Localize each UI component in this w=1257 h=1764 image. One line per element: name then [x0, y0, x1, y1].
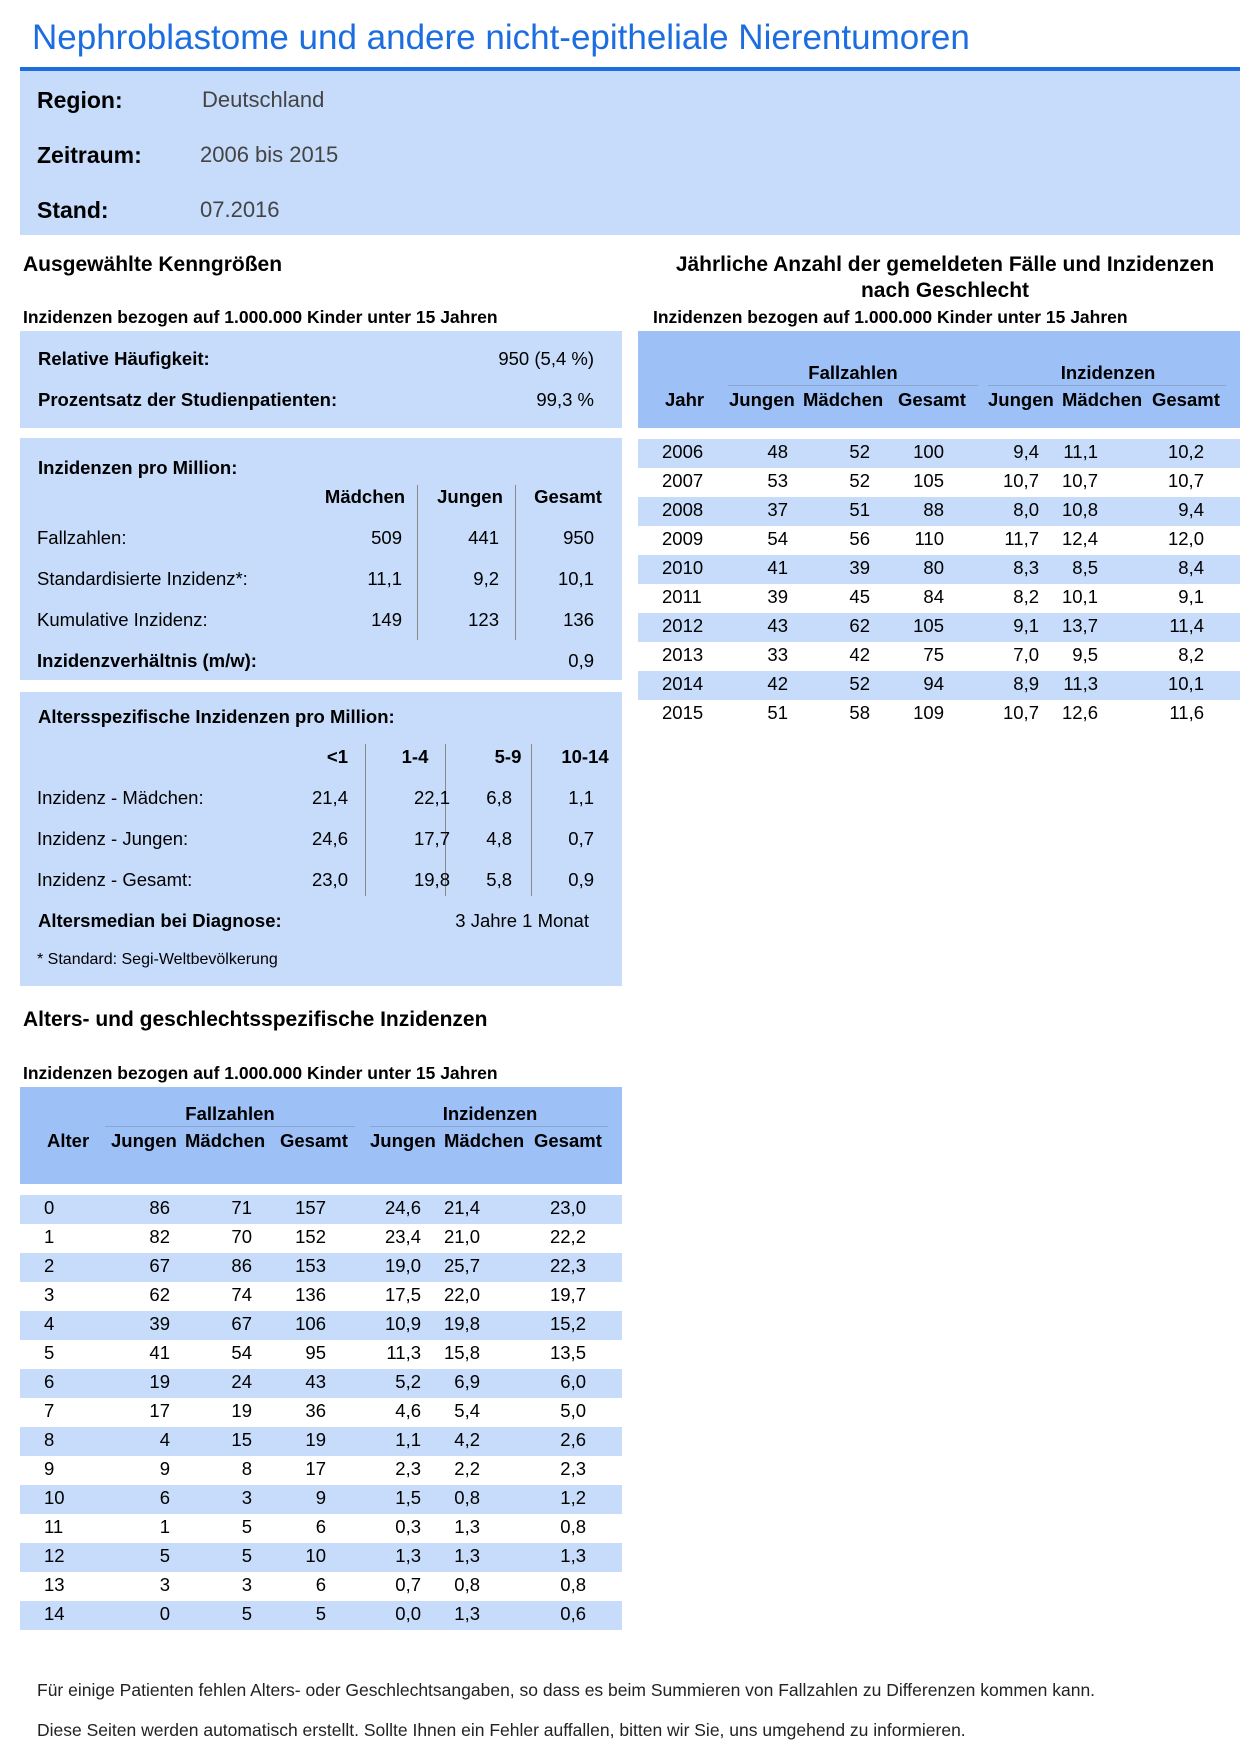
agesex-value-cell: 17 [305, 1458, 326, 1479]
agesex-value-cell: 4,6 [395, 1400, 421, 1421]
yearly-value-cell: 54 [767, 528, 788, 549]
agesex-value-cell: 24,6 [384, 1197, 421, 1218]
agesex-value-cell: 17,5 [384, 1284, 421, 1305]
agesex-value-cell: 5 [241, 1516, 252, 1537]
agesex-row [20, 1340, 622, 1369]
agesex-value-cell: 70 [231, 1226, 252, 1247]
yearly-value-cell: 43 [767, 615, 788, 636]
agesex-value-cell: 5 [315, 1603, 326, 1624]
agesex-key-cell: 6 [44, 1371, 55, 1392]
yearly-value-cell: 94 [923, 673, 944, 694]
agesex-key-cell: 5 [44, 1342, 55, 1363]
yearly-title-line2: nach Geschlecht [860, 279, 1030, 302]
agesex-value-cell: 0,7 [395, 1574, 421, 1595]
yearly-value-cell: 8,0 [1013, 499, 1039, 520]
kenn-subtitle: Inzidenzen bezogen auf 1.000.000 Kinder unter 15 Jahren [23, 307, 498, 327]
yearly-row [638, 468, 1240, 497]
yearly-col: Gesamt [1152, 389, 1220, 410]
yearly-group-inz: Inzidenzen [1060, 362, 1156, 383]
yearly-row [638, 613, 1240, 642]
agesex-row [20, 1514, 622, 1543]
yearly-subtitle: Inzidenzen bezogen auf 1.000.000 Kinder unter 15 Jahren [653, 307, 1128, 327]
yearly-key-cell: 2008 [662, 499, 704, 520]
ipm-row-label: Standardisierte Inzidenz*: [37, 568, 248, 589]
yearly-value-cell: 109 [913, 702, 944, 723]
region-value: Deutschland [202, 87, 325, 112]
yearly-value-cell: 9,1 [1178, 586, 1204, 607]
agespec-col: 5-9 [494, 746, 522, 767]
yearly-value-cell: 51 [767, 702, 788, 723]
agespec-col: 10-14 [561, 746, 609, 767]
zeitraum-value: 2006 bis 2015 [200, 142, 339, 167]
yearly-value-cell: 105 [913, 470, 944, 491]
ipm-panel [20, 438, 622, 680]
yearly-group-fall: Fallzahlen [808, 362, 898, 383]
agesex-value-cell: 10 [305, 1545, 326, 1566]
agesex-value-cell: 106 [295, 1313, 326, 1334]
agesex-value-cell: 9 [315, 1487, 326, 1508]
agesex-value-cell: 71 [231, 1197, 252, 1218]
yearly-value-cell: 8,2 [1013, 586, 1039, 607]
yearly-value-cell: 39 [849, 557, 870, 578]
agesex-title: Alters- und geschlechtsspezifische Inzidenzen [23, 1008, 488, 1031]
agespec-cell: 23,0 [311, 869, 348, 890]
yearly-value-cell: 10,1 [1167, 673, 1204, 694]
yearly-value-cell: 7,0 [1013, 644, 1039, 665]
agesex-value-cell: 5 [241, 1545, 252, 1566]
agesex-row [20, 1572, 622, 1601]
yearly-value-cell: 11,3 [1063, 673, 1098, 694]
agesex-value-cell: 15 [231, 1429, 252, 1450]
agesex-key-cell: 12 [44, 1545, 65, 1566]
ipm-col-jungen: Jungen [437, 486, 503, 507]
yearly-value-cell: 9,5 [1072, 644, 1098, 665]
agesex-value-cell: 5,2 [395, 1371, 421, 1392]
agesex-value-cell: 17 [149, 1400, 170, 1421]
yearly-key-cell: 2015 [662, 702, 704, 723]
ipm-cell: 509 [371, 527, 402, 548]
agesex-value-cell: 67 [231, 1313, 252, 1334]
agesex-value-cell: 22,3 [549, 1255, 586, 1276]
yearly-value-cell: 10,7 [1002, 470, 1039, 491]
yearly-value-cell: 12,6 [1061, 702, 1098, 723]
yearly-value-cell: 58 [849, 702, 870, 723]
agesex-value-cell: 25,7 [443, 1255, 480, 1276]
yearly-value-cell: 9,4 [1178, 499, 1204, 520]
footnote: * Standard: Segi-Weltbevölkerung [37, 951, 278, 968]
agespec-cell: 19,8 [413, 869, 450, 890]
yearly-key-cell: 2006 [662, 441, 704, 462]
yearly-value-cell: 41 [767, 557, 788, 578]
yearly-title-line1: Jährliche Anzahl der gemeldeten Fälle und Inzidenzen [675, 253, 1215, 276]
agesex-value-cell: 9 [159, 1458, 170, 1479]
agesex-key-cell: 2 [44, 1255, 55, 1276]
agesex-value-cell: 6,9 [454, 1371, 480, 1392]
studien-value: 99,3 % [536, 389, 594, 410]
agesex-value-cell: 19,8 [443, 1313, 480, 1334]
agespec-col: 1-4 [401, 746, 429, 767]
agesex-value-cell: 74 [231, 1284, 252, 1305]
ipm-col-gesamt: Gesamt [534, 486, 602, 507]
yearly-key-cell: 2014 [662, 673, 704, 694]
yearly-row [638, 497, 1240, 526]
agespec-cell: 5,8 [486, 869, 512, 890]
meta-box [20, 71, 1240, 235]
agesex-value-cell: 19 [149, 1371, 170, 1392]
agesex-table-header [20, 1087, 622, 1184]
yearly-value-cell: 9,4 [1013, 441, 1039, 462]
agespec-row-label: Inzidenz - Mädchen: [37, 787, 204, 808]
ipm-cell: 149 [371, 609, 402, 630]
agesex-value-cell: 10,9 [384, 1313, 421, 1334]
yearly-key-cell: 2010 [662, 557, 704, 578]
agesex-value-cell: 0,8 [454, 1487, 480, 1508]
agesex-value-cell: 86 [231, 1255, 252, 1276]
yearly-col: Jungen [729, 389, 795, 410]
agesex-value-cell: 41 [149, 1342, 170, 1363]
yearly-value-cell: 42 [767, 673, 788, 694]
yearly-value-cell: 11,7 [1004, 528, 1039, 549]
yearly-row [638, 526, 1240, 555]
yearly-value-cell: 10,2 [1167, 441, 1204, 462]
agespec-title: Altersspezifische Inzidenzen pro Million: [38, 706, 395, 727]
agesex-value-cell: 2,3 [560, 1458, 586, 1479]
yearly-value-cell: 33 [767, 644, 788, 665]
agespec-row-label: Inzidenz - Jungen: [37, 828, 189, 849]
agesex-col: Gesamt [280, 1130, 348, 1151]
agesex-value-cell: 153 [295, 1255, 326, 1276]
agesex-value-cell: 136 [295, 1284, 326, 1305]
agesex-value-cell: 0 [159, 1603, 170, 1624]
agesex-value-cell: 1,3 [454, 1516, 480, 1537]
agesex-value-cell: 1,3 [454, 1545, 480, 1566]
agesex-value-cell: 13,5 [549, 1342, 586, 1363]
agesex-row [20, 1311, 622, 1340]
agesex-col: Mädchen [185, 1130, 266, 1151]
agesex-row [20, 1253, 622, 1282]
agesex-value-cell: 3 [241, 1487, 252, 1508]
zeitraum-label: Zeitraum: [37, 142, 142, 168]
agesex-value-cell: 6 [315, 1516, 326, 1537]
yearly-col: Mädchen [1062, 389, 1143, 410]
agesex-col-key: Alter [47, 1130, 90, 1151]
agesex-value-cell: 67 [149, 1255, 170, 1276]
rel-label: Relative Häufigkeit: [38, 348, 210, 369]
agesex-key-cell: 9 [44, 1458, 55, 1479]
yearly-value-cell: 37 [767, 499, 788, 520]
agesex-col: Jungen [111, 1130, 177, 1151]
ratio-value: 0,9 [568, 650, 594, 671]
yearly-value-cell: 10,8 [1061, 499, 1098, 520]
yearly-value-cell: 53 [767, 470, 788, 491]
yearly-row [638, 700, 1240, 729]
agesex-value-cell: 95 [305, 1342, 326, 1363]
agesex-value-cell: 1,5 [395, 1487, 421, 1508]
agesex-row [20, 1369, 622, 1398]
yearly-value-cell: 56 [849, 528, 870, 549]
agespec-cell: 0,9 [568, 869, 594, 890]
yearly-value-cell: 39 [767, 586, 788, 607]
ipm-row-label: Fallzahlen: [37, 527, 127, 548]
agesex-group-fall: Fallzahlen [185, 1103, 275, 1124]
agesex-group-rule [105, 1126, 355, 1127]
agespec-divider-1 [365, 744, 366, 896]
agespec-cell: 1,1 [568, 787, 594, 808]
agesex-row [20, 1427, 622, 1456]
agesex-value-cell: 4,2 [454, 1429, 480, 1450]
agesex-value-cell: 0,8 [454, 1574, 480, 1595]
yearly-group-rule [728, 385, 978, 386]
yearly-key-cell: 2012 [662, 615, 704, 636]
agesex-group-inz: Inzidenzen [442, 1103, 538, 1124]
agesex-value-cell: 15,8 [443, 1342, 480, 1363]
agesex-value-cell: 5,4 [454, 1400, 480, 1421]
ipm-divider-1 [417, 485, 418, 640]
yearly-value-cell: 48 [767, 441, 788, 462]
agesex-value-cell: 19 [231, 1400, 252, 1421]
agesex-value-cell: 1,3 [395, 1545, 421, 1566]
agesex-value-cell: 3 [159, 1574, 170, 1595]
agesex-value-cell: 6 [159, 1487, 170, 1508]
agesex-value-cell: 62 [149, 1284, 170, 1305]
agesex-key-cell: 1 [44, 1226, 55, 1247]
stand-label: Stand: [37, 197, 109, 223]
agesex-value-cell: 1 [159, 1516, 170, 1537]
yearly-value-cell: 8,2 [1178, 644, 1204, 665]
yearly-value-cell: 11,4 [1169, 615, 1204, 636]
agesex-key-cell: 11 [44, 1516, 64, 1537]
agesex-subtitle: Inzidenzen bezogen auf 1.000.000 Kinder unter 15 Jahren [23, 1063, 498, 1083]
agesex-col: Mädchen [444, 1130, 525, 1151]
agesex-row [20, 1601, 622, 1630]
agesex-value-cell: 0,8 [560, 1574, 586, 1595]
agesex-value-cell: 4 [159, 1429, 170, 1450]
yearly-row [638, 671, 1240, 700]
agespec-cell: 4,8 [486, 828, 512, 849]
agesex-col: Gesamt [534, 1130, 602, 1151]
yearly-value-cell: 51 [849, 499, 870, 520]
yearly-value-cell: 80 [923, 557, 944, 578]
region-label: Region: [37, 87, 123, 113]
agespec-cell: 6,8 [486, 787, 512, 808]
stand-value: 07.2016 [200, 197, 280, 222]
yearly-key-cell: 2011 [662, 586, 702, 607]
agesex-value-cell: 6,0 [560, 1371, 586, 1392]
agesex-row [20, 1543, 622, 1572]
ipm-cell: 123 [468, 609, 499, 630]
agesex-value-cell: 22,2 [549, 1226, 586, 1247]
agesex-row [20, 1282, 622, 1311]
yearly-value-cell: 10,7 [1061, 470, 1098, 491]
agesex-value-cell: 1,1 [395, 1429, 421, 1450]
yearly-value-cell: 8,4 [1178, 557, 1204, 578]
yearly-row [638, 642, 1240, 671]
kenn-panel [20, 331, 622, 428]
agesex-row [20, 1456, 622, 1485]
agesex-key-cell: 0 [44, 1197, 55, 1218]
yearly-value-cell: 45 [849, 586, 870, 607]
agespec-row-label: Inzidenz - Gesamt: [37, 869, 193, 890]
yearly-value-cell: 62 [849, 615, 870, 636]
yearly-key-cell: 2009 [662, 528, 704, 549]
agesex-value-cell: 157 [295, 1197, 326, 1218]
agesex-value-cell: 6 [315, 1574, 326, 1595]
agespec-panel [20, 692, 622, 986]
agesex-value-cell: 2,6 [560, 1429, 586, 1450]
yearly-value-cell: 52 [849, 441, 870, 462]
agespec-cell: 24,6 [311, 828, 348, 849]
agesex-value-cell: 8 [241, 1458, 252, 1479]
agesex-value-cell: 0,3 [395, 1516, 421, 1537]
agesex-value-cell: 1,2 [560, 1487, 586, 1508]
agesex-value-cell: 82 [149, 1226, 170, 1247]
yearly-col: Jungen [988, 389, 1054, 410]
agesex-key-cell: 10 [44, 1487, 65, 1508]
median-label: Altersmedian bei Diagnose: [38, 910, 282, 931]
agesex-value-cell: 152 [295, 1226, 326, 1247]
yearly-value-cell: 84 [923, 586, 944, 607]
agesex-key-cell: 14 [44, 1603, 65, 1624]
agesex-value-cell: 19 [305, 1429, 326, 1450]
yearly-key-cell: 2007 [662, 470, 704, 491]
agesex-value-cell: 19,7 [549, 1284, 586, 1305]
yearly-value-cell: 8,3 [1013, 557, 1039, 578]
agespec-divider-3 [531, 744, 532, 896]
agesex-key-cell: 7 [44, 1400, 55, 1421]
yearly-row [638, 584, 1240, 613]
footer-disclaimer: Diese Seiten werden automatisch erstellt. Sollte Ihnen ein Fehler auffallen, bitten wir Sie, uns umgehend zu informieren. [37, 1720, 966, 1740]
ipm-cell: 950 [563, 527, 594, 548]
agesex-value-cell: 23,4 [384, 1226, 421, 1247]
agesex-value-cell: 54 [231, 1342, 252, 1363]
yearly-row [638, 439, 1240, 468]
yearly-value-cell: 13,7 [1061, 615, 1098, 636]
agesex-group-rule [370, 1126, 608, 1127]
yearly-value-cell: 10,7 [1167, 470, 1204, 491]
agesex-value-cell: 2,3 [395, 1458, 421, 1479]
ipm-divider-2 [515, 485, 516, 640]
agesex-key-cell: 13 [44, 1574, 65, 1595]
agespec-cell: 17,7 [413, 828, 450, 849]
ipm-cell: 136 [563, 609, 594, 630]
ipm-cell: 441 [468, 527, 499, 548]
ipm-row-label: Kumulative Inzidenz: [37, 609, 208, 630]
footer-note: Für einige Patienten fehlen Alters- oder Geschlechtsangaben, so dass es beim Summieren von Fallzahlen zu Differenzen kommen kann. [37, 1680, 1096, 1700]
yearly-value-cell: 88 [923, 499, 944, 520]
ipm-cell: 9,2 [473, 568, 499, 589]
agesex-value-cell: 21,0 [443, 1226, 480, 1247]
agesex-value-cell: 5 [241, 1603, 252, 1624]
yearly-row [638, 555, 1240, 584]
studien-label: Prozentsatz der Studienpatienten: [38, 389, 338, 410]
yearly-value-cell: 75 [923, 644, 944, 665]
agesex-key-cell: 3 [44, 1284, 55, 1305]
agesex-value-cell: 1,3 [454, 1603, 480, 1624]
yearly-value-cell: 52 [849, 673, 870, 694]
yearly-value-cell: 10,7 [1002, 702, 1039, 723]
agesex-value-cell: 5,0 [560, 1400, 586, 1421]
yearly-value-cell: 100 [913, 441, 944, 462]
yearly-col: Gesamt [898, 389, 966, 410]
agesex-value-cell: 0,0 [395, 1603, 421, 1624]
agesex-value-cell: 15,2 [549, 1313, 586, 1334]
rel-value: 950 (5,4 %) [498, 348, 594, 369]
yearly-value-cell: 110 [914, 528, 944, 549]
ipm-col-maedchen: Mädchen [324, 486, 406, 507]
agesex-row [20, 1224, 622, 1253]
agesex-value-cell: 1,3 [560, 1545, 586, 1566]
ipm-title: Inzidenzen pro Million: [38, 457, 238, 478]
agespec-col: <1 [326, 746, 348, 767]
agesex-value-cell: 23,0 [549, 1197, 586, 1218]
agesex-row [20, 1398, 622, 1427]
median-value: 3 Jahre 1 Monat [455, 910, 589, 931]
agesex-key-cell: 4 [44, 1313, 55, 1334]
agespec-cell: 22,1 [413, 787, 450, 808]
ratio-label: Inzidenzverhältnis (m/w): [37, 650, 257, 671]
yearly-value-cell: 12,0 [1167, 528, 1204, 549]
agesex-value-cell: 11,3 [386, 1342, 421, 1363]
yearly-col: Mädchen [803, 389, 884, 410]
yearly-value-cell: 11,1 [1063, 441, 1098, 462]
yearly-value-cell: 9,1 [1013, 615, 1039, 636]
agesex-value-cell: 5 [159, 1545, 170, 1566]
agesex-value-cell: 36 [305, 1400, 326, 1421]
agesex-row [20, 1195, 622, 1224]
page-title: Nephroblastome und andere nicht-epitheliale Nierentumoren [32, 18, 970, 57]
yearly-key-cell: 2013 [662, 644, 704, 665]
agesex-value-cell: 21,4 [443, 1197, 480, 1218]
agesex-row [20, 1485, 622, 1514]
yearly-col-key: Jahr [665, 389, 705, 410]
yearly-value-cell: 52 [849, 470, 870, 491]
yearly-value-cell: 42 [849, 644, 870, 665]
ipm-cell: 11,1 [367, 568, 402, 589]
agesex-value-cell: 24 [231, 1371, 252, 1392]
agesex-value-cell: 43 [305, 1371, 326, 1392]
agesex-value-cell: 2,2 [454, 1458, 480, 1479]
yearly-value-cell: 12,4 [1061, 528, 1098, 549]
agespec-cell: 21,4 [311, 787, 348, 808]
agesex-value-cell: 0,8 [560, 1516, 586, 1537]
agesex-value-cell: 22,0 [443, 1284, 480, 1305]
agesex-value-cell: 0,6 [560, 1603, 586, 1624]
yearly-group-rule [988, 385, 1226, 386]
yearly-table-header [638, 331, 1240, 428]
agesex-value-cell: 3 [241, 1574, 252, 1595]
yearly-value-cell: 10,1 [1061, 586, 1098, 607]
agesex-col: Jungen [370, 1130, 436, 1151]
agesex-value-cell: 19,0 [384, 1255, 421, 1276]
agesex-value-cell: 86 [149, 1197, 170, 1218]
yearly-value-cell: 8,5 [1072, 557, 1098, 578]
yearly-value-cell: 11,6 [1169, 702, 1204, 723]
yearly-value-cell: 105 [913, 615, 944, 636]
agespec-cell: 0,7 [568, 828, 594, 849]
ipm-cell: 10,1 [557, 568, 594, 589]
agesex-value-cell: 39 [149, 1313, 170, 1334]
kenn-title: Ausgewählte Kenngrößen [23, 253, 283, 276]
yearly-value-cell: 8,9 [1013, 673, 1039, 694]
agesex-key-cell: 8 [44, 1429, 55, 1450]
